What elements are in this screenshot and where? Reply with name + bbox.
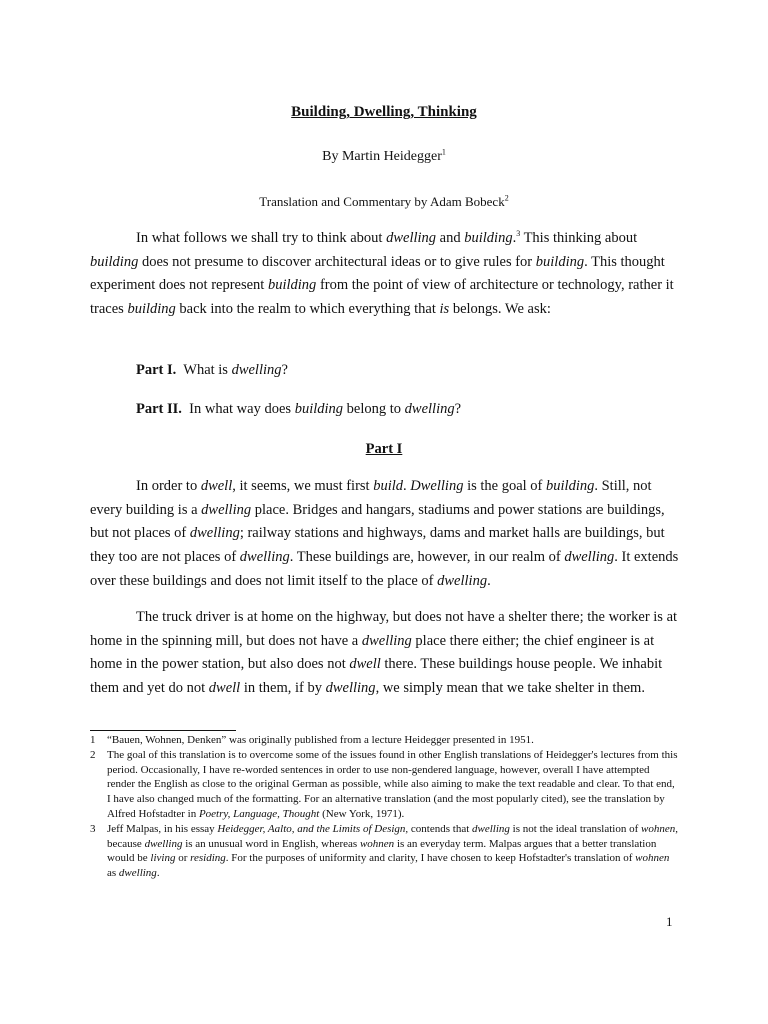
footnote-number: 2 (90, 748, 96, 761)
page-number: 1 (666, 914, 673, 929)
footnote-ref-1[interactable]: 1 (441, 147, 446, 157)
footnote-2 (90, 748, 680, 822)
footnote-number: 3 (90, 822, 96, 835)
footnote-text: Jeff Malpas, in his essay Heidegger, Aalto, and the Limits of Design, contends that dwelling is not the ideal translation of wohnen, because dwelling is an unusual word in English, whereas wohnen is an everyday term. Malpas argues that a better translation would be living or residing. For the purposes of uniformity and clarity, I have chosen to keep Hofstadter's translation of wohnen as dwelling. (107, 822, 678, 880)
footnote-divider (90, 730, 236, 731)
footnote-3 (90, 822, 680, 881)
author-name: By Martin Heidegger (322, 149, 442, 164)
footnote-ref-2[interactable]: 2 (504, 193, 509, 203)
document-title: Building, Dwelling, Thinking (291, 104, 477, 120)
body-paragraph-2: The truck driver is at home on the highway, but does not have a shelter there; the worker is at home in the spinning mill, but does not have a dwelling place there either; the chief engineer is at home in the power station, but also does not dwell there. These buildings house people. We inhabit them and yet do not dwell in them, if by dwelling, we simply mean that we take shelter in them. (90, 609, 678, 697)
footnote-number: 1 (90, 734, 96, 746)
part-one-question: Part I. What is dwelling? (136, 362, 288, 378)
translator-credit (0, 192, 768, 212)
footnotes (90, 733, 680, 881)
author-byline (0, 147, 768, 167)
part-one-label: Part I. (136, 362, 177, 378)
footnote-text: The goal of this translation is to overcome some of the issues found in other English translations of Heidegger's lectures from this period. Occasionally, I have re-worded sentences in order to use non-gendered language, however, overall I have attempted render the English as close to the original German as possible, while also aiming to make the text readable and clear. To that end, I have also changed much of the formatting. For an alternative translation (and the most popularly cited), see the translation by Alfred Hofstadter in Poetry, Language, Thought (New York, 1971). (107, 748, 678, 820)
part-two-question: Part II. In what way does building belong to dwelling? (136, 401, 462, 417)
footnote-text: “Bauen, Wohnen, Denken” was originally published from a lecture Heidegger presented in 1951. (107, 734, 534, 746)
body-paragraph-1: In order to dwell, it seems, we must first build. Dwelling is the goal of building. Still, not every building is a dwelling place. Bridges and hangars, stadiums and power stations are buildings, but not places of dwelling; railway stations and highways, dams and market halls are buildings, but they too are not places of dwelling. These buildings are, however, in our realm of dwelling. It extends over these buildings and does not limit itself to the place of dwelling. (90, 478, 679, 589)
section-heading-part-one: Part I (365, 441, 403, 457)
intro-paragraph: In what follows we shall try to think about dwelling and building.$^3$ This thinking about building does not presume to discover architectural ideas or to give rules for building. This thought experiment does not represent building from the point of view of architecture or technology, rather it traces building back into the realm to which everything that is belongs. We ask: (90, 229, 674, 318)
translator-text: Translation and Commentary by Adam Bobeck (259, 194, 505, 209)
footnote-1 (90, 733, 680, 748)
footnote-ref-3[interactable]: 3 (516, 229, 521, 239)
part-two-label: Part II. (136, 401, 182, 417)
